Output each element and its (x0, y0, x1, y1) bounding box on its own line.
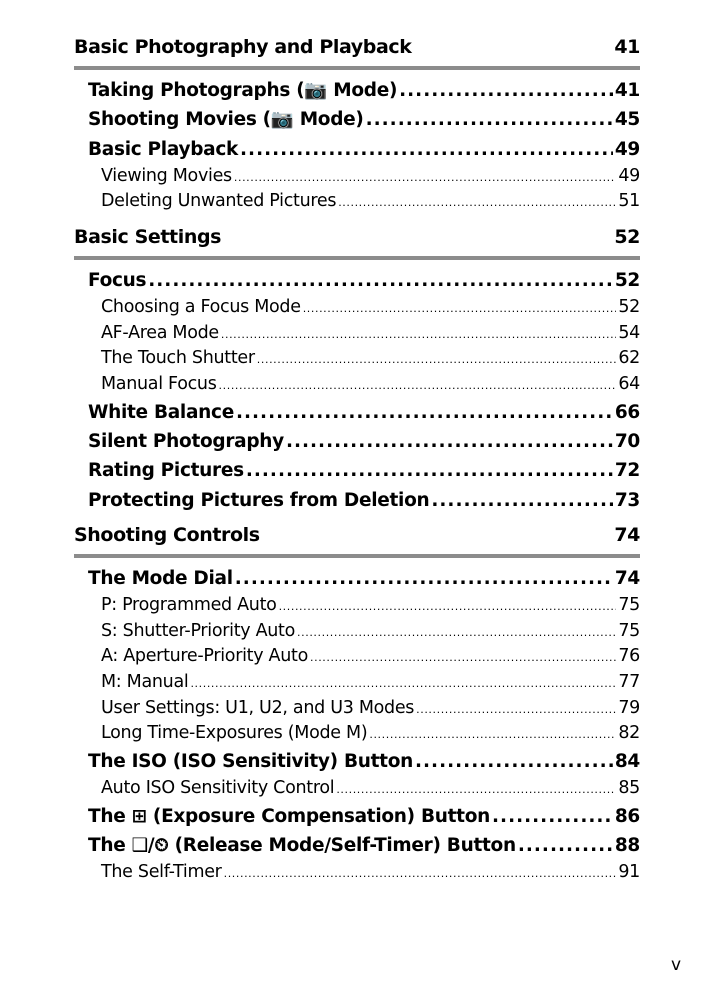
toc-subentry[interactable] (74, 721, 640, 747)
entry-title: The ISO (ISO Sensitivity) Button (88, 750, 413, 772)
entry-title: Manual Focus (101, 374, 217, 395)
entry-title: The Touch Shutter (101, 348, 255, 369)
entry-title: A: Aperture-Priority Auto (101, 646, 308, 667)
toc-subentry[interactable] (74, 860, 640, 886)
toc-subentry[interactable] (74, 670, 640, 696)
toc-subentry[interactable] (74, 644, 640, 670)
dot-leader (518, 831, 613, 860)
toc-subentry[interactable] (74, 164, 640, 190)
toc-entry[interactable] (74, 135, 640, 164)
dot-leader (416, 696, 616, 723)
entry-page-number: 62 (618, 348, 640, 369)
toc-entry[interactable] (74, 398, 640, 427)
toc-section-shooting-controls (74, 524, 640, 886)
toc-entry[interactable] (74, 105, 640, 134)
toc-section-basic-photography (74, 36, 640, 215)
section-page-number[interactable]: 52 (614, 226, 640, 248)
entry-page-number: 49 (618, 165, 640, 186)
dot-leader (399, 76, 613, 105)
section-page-number[interactable]: 41 (614, 36, 640, 58)
entry-title: User Settings: U1, U2, and U3 Modes (101, 697, 415, 718)
dot-leader (235, 564, 613, 593)
section-title: Basic Settings (74, 226, 222, 248)
toc-subentry[interactable] (74, 372, 640, 398)
entry-title: Focus (88, 270, 147, 291)
toc-entry[interactable] (74, 76, 640, 105)
entry-page-number: 88 (614, 835, 640, 857)
dot-leader (303, 295, 617, 322)
toc-subentry[interactable] (74, 619, 640, 645)
entry-page-number: 73 (614, 489, 640, 511)
entry-page-number: 66 (614, 401, 640, 423)
entry-page-number: 74 (614, 568, 640, 589)
dot-leader (224, 860, 617, 887)
toc-entries (74, 76, 640, 215)
toc-subentry[interactable] (74, 346, 640, 372)
entry-title: Taking Photographs (📷 Mode) (88, 80, 398, 101)
dot-leader (219, 372, 617, 399)
toc-entry[interactable] (74, 456, 640, 485)
entry-page-number: 45 (614, 109, 640, 131)
section-title: Shooting Controls (74, 524, 260, 546)
dot-leader (369, 721, 616, 748)
toc-entry[interactable] (74, 747, 640, 776)
entry-title: Long Time-Exposures (Mode M) (101, 723, 368, 744)
section-page-number[interactable]: 74 (614, 524, 640, 546)
dot-leader (246, 456, 613, 485)
dot-leader (415, 747, 613, 776)
dot-leader (297, 619, 616, 646)
toc-entry[interactable] (74, 486, 640, 515)
page-folio: v (671, 955, 682, 975)
entry-page-number: 76 (618, 646, 640, 667)
dot-leader (148, 266, 613, 295)
section-rule (74, 256, 640, 260)
entry-title: AF-Area Mode (101, 322, 219, 343)
entry-title: Choosing a Focus Mode (101, 297, 301, 318)
entry-page-number: 79 (618, 697, 640, 718)
section-heading (74, 524, 640, 548)
toc-entry[interactable] (74, 266, 640, 295)
dot-leader (279, 593, 617, 620)
toc-section-basic-settings (74, 226, 640, 515)
entry-title: Rating Pictures (88, 460, 244, 482)
entry-title: S: Shutter-Priority Auto (101, 620, 296, 641)
entry-page-number: 85 (618, 778, 640, 799)
toc-subentry[interactable] (74, 295, 640, 321)
dot-leader (286, 427, 613, 456)
entry-title: Protecting Pictures from Deletion (88, 489, 430, 511)
dot-leader (336, 776, 616, 803)
entry-page-number: 52 (618, 297, 640, 318)
dot-leader (257, 346, 617, 373)
section-heading (74, 36, 640, 60)
entry-page-number: 51 (618, 191, 640, 212)
entry-page-number: 82 (618, 723, 640, 744)
dot-leader (190, 670, 616, 697)
entry-page-number: 70 (614, 430, 640, 452)
entry-page-number: 64 (618, 374, 640, 395)
toc-entry[interactable] (74, 831, 640, 860)
dot-leader (310, 644, 616, 671)
entry-page-number: 75 (618, 595, 640, 616)
section-rule (74, 554, 640, 558)
section-rule (74, 66, 640, 70)
entry-title: Auto ISO Sensitivity Control (101, 778, 335, 799)
entry-page-number: 54 (618, 322, 640, 343)
entry-title: Viewing Movies (101, 165, 232, 186)
entry-page-number: 91 (618, 862, 640, 883)
entry-page-number: 52 (614, 270, 640, 291)
entry-title: Deleting Unwanted Pictures (101, 191, 337, 212)
dot-leader (234, 164, 616, 191)
entry-title: The ❑/⏲ (Release Mode/Self-Timer) Button (88, 835, 516, 857)
dot-leader (492, 802, 613, 831)
toc-entry[interactable] (74, 427, 640, 456)
dot-leader (431, 486, 612, 515)
entry-page-number: 41 (614, 80, 640, 101)
entry-title: M: Manual (101, 672, 189, 693)
dot-leader (338, 189, 616, 216)
entry-page-number: 49 (614, 138, 640, 160)
toc-entry[interactable] (74, 802, 640, 831)
entry-title: White Balance (88, 401, 234, 423)
section-title: Basic Photography and Playback (74, 36, 412, 58)
dot-leader (236, 398, 613, 427)
toc-entries (74, 564, 640, 886)
toc-subentry[interactable] (74, 776, 640, 802)
dot-leader (240, 135, 613, 164)
toc-subentry[interactable] (74, 696, 640, 722)
entry-page-number: 86 (614, 805, 640, 827)
toc-subentry[interactable] (74, 321, 640, 347)
entry-title: The Mode Dial (88, 568, 233, 589)
entry-title: Silent Photography (88, 430, 284, 452)
section-heading (74, 226, 640, 250)
toc-subentry[interactable] (74, 593, 640, 619)
toc-entry[interactable] (74, 564, 640, 593)
entry-title: Basic Playback (88, 138, 239, 160)
dot-leader (366, 105, 613, 134)
toc-subentry[interactable] (74, 189, 640, 215)
entry-page-number: 84 (614, 750, 640, 772)
entry-page-number: 72 (614, 460, 640, 482)
entry-page-number: 75 (618, 620, 640, 641)
entry-title: The Self-Timer (101, 862, 222, 883)
dot-leader (221, 321, 616, 348)
entry-page-number: 77 (618, 672, 640, 693)
toc-entries (74, 266, 640, 515)
entry-title: The ⊞ (Exposure Compensation) Button (88, 805, 491, 827)
entry-title: Shooting Movies (📷 Mode) (88, 109, 364, 131)
entry-title: P: Programmed Auto (101, 595, 277, 616)
